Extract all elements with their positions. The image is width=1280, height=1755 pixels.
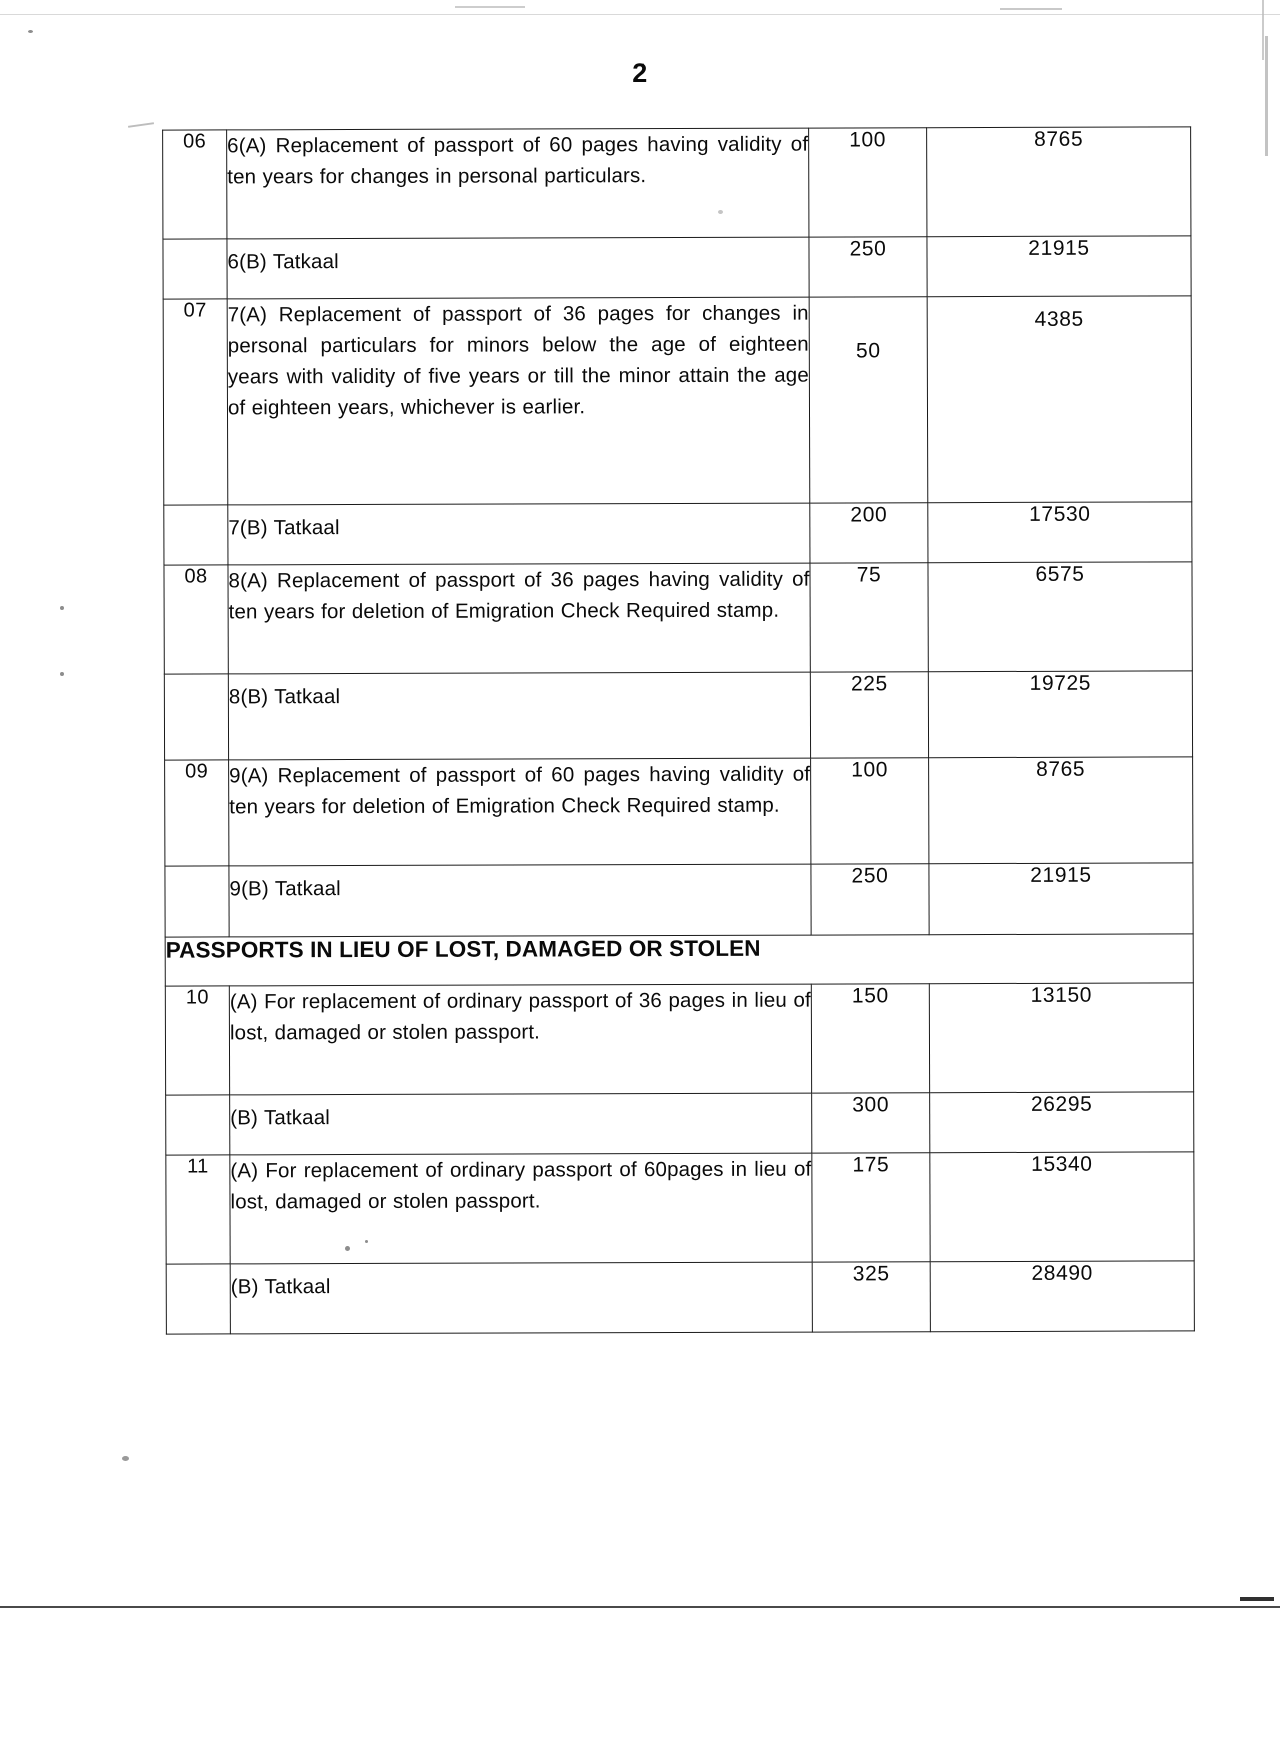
- scan-edge-bottom-mark: [1240, 1597, 1274, 1601]
- scan-speck: [455, 6, 525, 8]
- row-serial-empty: [165, 866, 229, 937]
- row-serial-number: 06: [163, 130, 227, 239]
- table-row: [165, 983, 1193, 1095]
- row-serial-number: 10: [165, 986, 229, 1095]
- row-amount-tatkaal: 28490: [930, 1261, 1194, 1332]
- scan-speck: [122, 1456, 129, 1461]
- row-amount: 6575: [928, 562, 1192, 672]
- row-fee-tatkaal: 225: [810, 672, 928, 758]
- row-description-tatkaal: (B) Tatkaal: [230, 1262, 812, 1334]
- row-amount-tatkaal: 21915: [929, 863, 1193, 935]
- table-row-tatkaal: [165, 863, 1193, 937]
- row-description-tatkaal: (B) Tatkaal: [230, 1093, 812, 1155]
- scan-speck: [60, 672, 64, 676]
- row-fee: 100: [809, 128, 927, 237]
- row-amount-tatkaal: 19725: [928, 671, 1192, 758]
- table-row: [166, 1152, 1194, 1264]
- scan-speck: [128, 122, 154, 128]
- row-description: (A) For replacement of ordinary passport of 60pages in lieu of lost, damaged or stolen passport.: [230, 1153, 812, 1264]
- row-description-tatkaal: 7(B) Tatkaal: [228, 503, 810, 565]
- fee-table-container: [162, 126, 1194, 1334]
- row-description-tatkaal: 6(B) Tatkaal: [227, 237, 809, 299]
- row-fee: 50: [809, 297, 928, 503]
- row-amount-tatkaal: 17530: [928, 502, 1192, 563]
- row-amount: 8765: [927, 127, 1191, 237]
- table-row-tatkaal: [166, 1261, 1194, 1334]
- row-description-tatkaal: 9(B) Tatkaal: [229, 864, 811, 937]
- row-amount-tatkaal: 21915: [927, 236, 1191, 297]
- scan-edge-right-lower: [1265, 36, 1268, 156]
- row-description: 7(A) Replacement of passport of 36 pages for changes in personal particulars for minors below the age of eighteen years with validity of five years or till the minor attain the age of eighteen years, whichever is earlier.: [227, 297, 810, 505]
- row-amount-tatkaal: 26295: [930, 1092, 1194, 1153]
- scan-speck: [60, 606, 64, 610]
- row-description: 8(A) Replacement of passport of 36 pages having validity of ten years for deletion of Emigration Check Required stamp.: [228, 563, 810, 674]
- row-serial-number: 07: [163, 299, 228, 505]
- passport-fee-table: [162, 126, 1195, 1334]
- row-fee-tatkaal: 250: [809, 237, 927, 297]
- row-fee-tatkaal: 300: [812, 1093, 930, 1153]
- row-fee-tatkaal: 250: [811, 864, 929, 935]
- table-row: [163, 296, 1192, 505]
- row-serial-number: 11: [166, 1155, 230, 1264]
- row-description: 6(A) Replacement of passport of 60 pages having validity of ten years for changes in personal particulars.: [227, 128, 809, 239]
- table-row-tatkaal: [164, 671, 1192, 760]
- row-amount: 4385: [927, 296, 1192, 503]
- row-serial-number: 09: [165, 760, 229, 866]
- row-serial-empty: [163, 239, 227, 299]
- page-number: 2: [632, 58, 648, 88]
- row-serial-empty: [164, 505, 228, 565]
- row-amount: 15340: [930, 1152, 1194, 1262]
- row-fee: 175: [812, 1153, 930, 1262]
- row-serial-number: 08: [164, 565, 228, 674]
- table-row: [165, 757, 1193, 866]
- row-fee: 150: [811, 984, 929, 1093]
- scan-speck: [28, 30, 33, 33]
- table-row-tatkaal: [163, 236, 1191, 299]
- row-fee: 100: [811, 758, 929, 864]
- row-amount: 8765: [929, 757, 1193, 864]
- row-description: (A) For replacement of ordinary passport of 36 pages in lieu of lost, damaged or stolen passport.: [229, 984, 811, 1095]
- table-row-tatkaal: [164, 502, 1192, 565]
- scan-speck: [1000, 8, 1062, 10]
- row-serial-empty: [166, 1264, 230, 1334]
- scan-edge-bottom: [0, 1606, 1280, 1608]
- scan-edge-top: [0, 14, 1280, 15]
- table-section-header-row: [165, 934, 1193, 986]
- table-row-tatkaal: [166, 1092, 1194, 1155]
- row-amount: 13150: [929, 983, 1193, 1093]
- scan-edge-right: [1262, 0, 1264, 60]
- table-row: [164, 562, 1192, 674]
- row-fee: 75: [810, 563, 928, 672]
- table-row: [163, 127, 1191, 239]
- row-fee-tatkaal: 200: [810, 503, 928, 563]
- row-serial-empty: [164, 674, 228, 760]
- section-header-label: PASSPORTS IN LIEU OF LOST, DAMAGED OR STOLEN: [165, 934, 1193, 986]
- row-description-tatkaal: 8(B) Tatkaal: [228, 672, 810, 760]
- row-fee-tatkaal: 325: [812, 1262, 930, 1332]
- row-description: 9(A) Replacement of passport of 60 pages having validity of ten years for deletion of Emigration Check Required stamp.: [229, 758, 811, 866]
- row-serial-empty: [166, 1095, 230, 1155]
